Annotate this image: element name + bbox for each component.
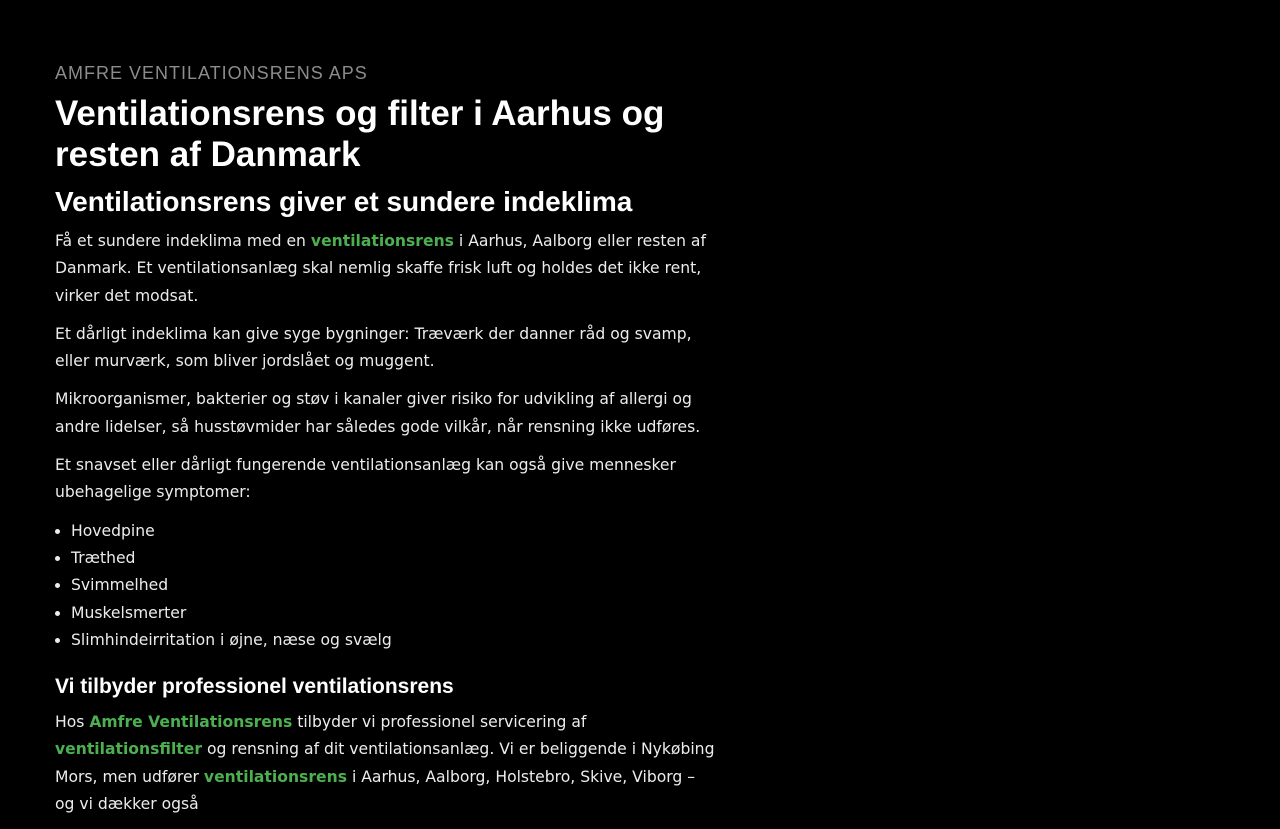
services-text-4: i Aarhus, Aalborg, Holstebro, Skive, Viborg – og vi dækker også bbox=[55, 767, 696, 814]
section-heading-professional: Vi tilbyder professionel ventilationsrens bbox=[55, 675, 454, 699]
ventilationsrens-link-2[interactable]: ventilationsrens bbox=[203, 767, 347, 786]
company-label: AMFRE VENTILATIONSRENS APS bbox=[55, 63, 368, 83]
paragraph-bad-climate: Et dårligt indeklima kan give syge bygninger: Træværk der danner råd og svamp, eller murværk, som bliver jordslået og muggent. bbox=[55, 324, 692, 371]
services-text-3: og rensning af dit ventilationsanlæg. Vi er beliggende i Nykøbing Mors, men udfører bbox=[55, 740, 715, 786]
symptoms-list bbox=[55, 518, 715, 654]
intro-text-end: i Aarhus, Aalborg eller resten af Danmark. Et ventilationsanlæg skal nemlig skaffe frisk luft og holdes det ikke rent, virker det modsat. bbox=[55, 232, 706, 305]
amfre-link[interactable]: Amfre Ventilationsrens bbox=[89, 713, 293, 732]
intro-text-start: Få et sundere indeklima med en bbox=[55, 232, 311, 250]
list-item: • Svimmelhed bbox=[71, 572, 715, 599]
page-title: Ventilationsrens og filter i Aarhus og resten af Danmark bbox=[55, 94, 665, 174]
paragraph-microorganisms: Mikroorganismer, bakterier og støv i kanaler giver risiko for udvikling af allergi og andre lidelser, så husstøvmider har således gode vilkår, når rensning ikke udføres. bbox=[55, 390, 701, 436]
ventilationsfilter-link[interactable]: ventilationsfilter bbox=[55, 740, 203, 759]
intro-paragraph bbox=[55, 228, 715, 310]
list-item: • Hovedpine bbox=[71, 518, 715, 545]
services-text-1: Hos bbox=[55, 713, 90, 732]
services-text-2: tilbyder vi professionel servicering af bbox=[292, 713, 587, 732]
list-item: • Muskelsmerter bbox=[71, 600, 715, 627]
ventilationsrens-link[interactable]: ventilationsrens bbox=[310, 232, 454, 250]
paragraph-symptoms-intro: Et snavset eller dårligt fungerende ventilationsanlæg kan også give mennesker ubehagelige symptomer: bbox=[55, 456, 676, 502]
list-item: • Træthed bbox=[71, 545, 715, 572]
section-heading-indeklima: Ventilationsrens giver et sundere indeklima bbox=[55, 186, 633, 217]
services-paragraph bbox=[55, 709, 715, 818]
main-content bbox=[55, 62, 715, 829]
list-item: • Slimhindeirritation i øjne, næse og svælg bbox=[71, 627, 715, 654]
